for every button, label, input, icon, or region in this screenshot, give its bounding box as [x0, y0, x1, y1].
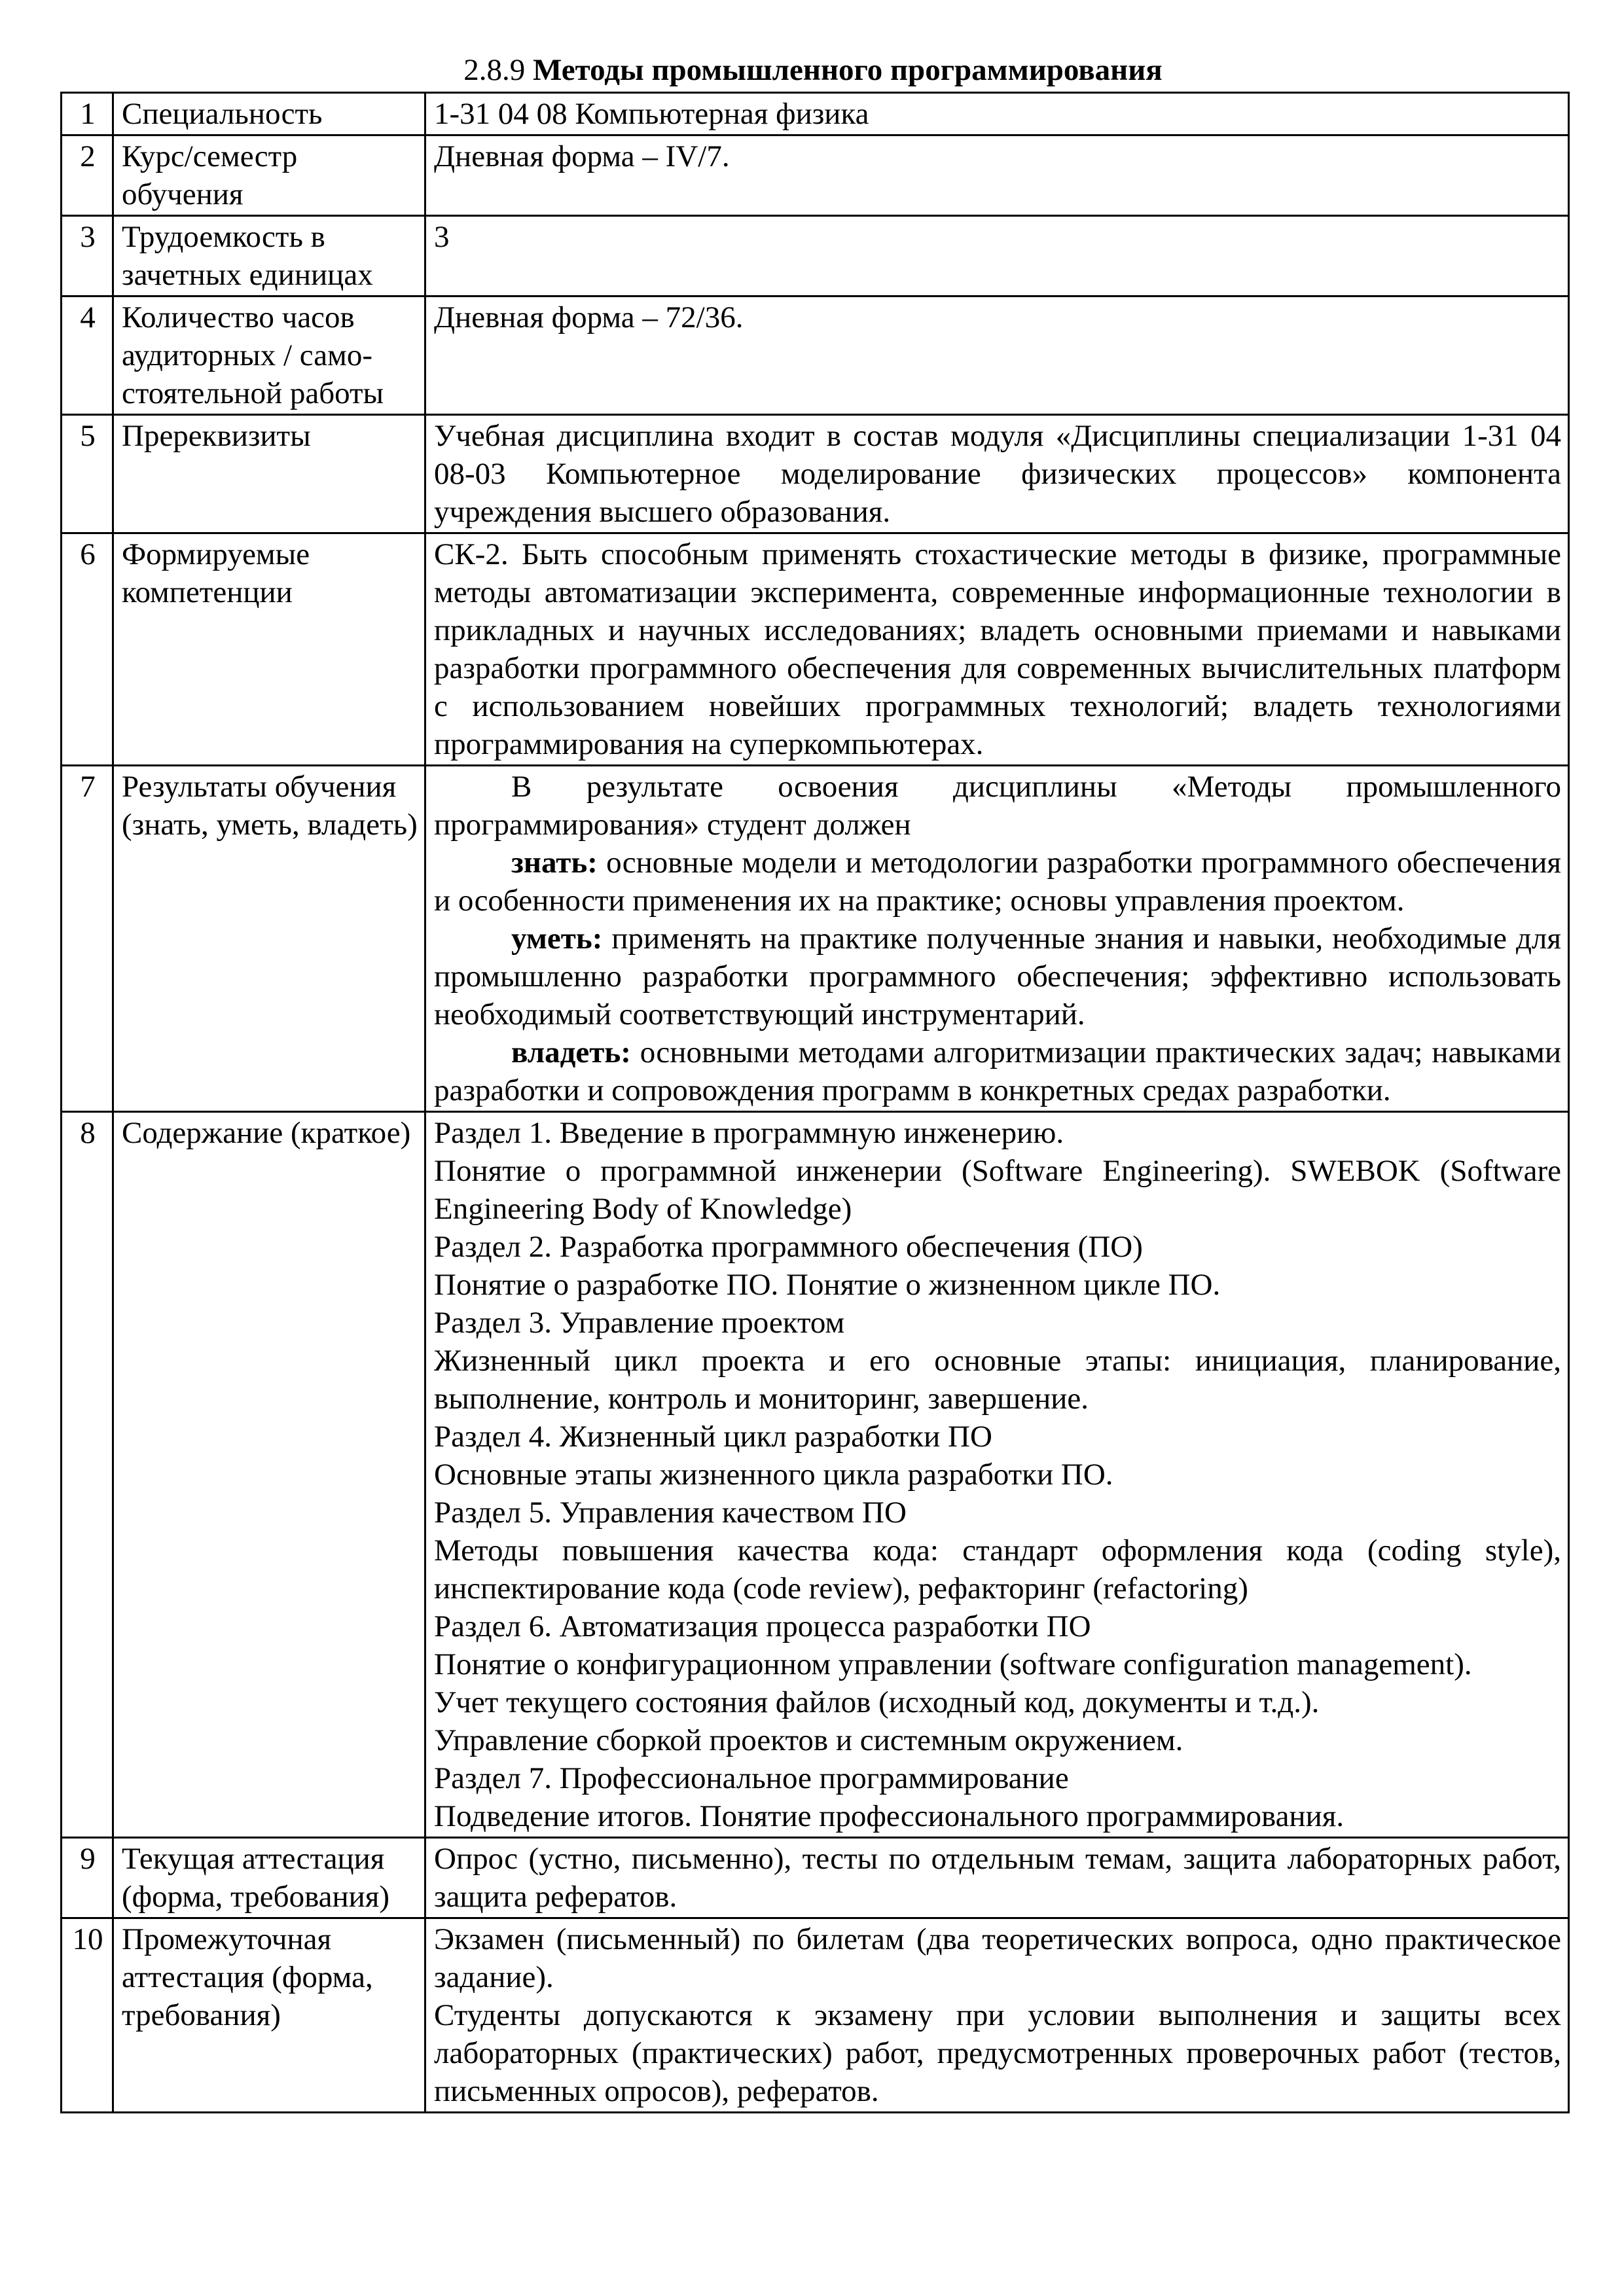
content-line: Понятие о программной инженерии (Software Engineering). SWEBOK (Software Engineering Body of Knowledge) — [434, 1154, 1561, 1226]
table-row — [62, 1918, 1569, 2113]
outcome-know — [434, 844, 1561, 920]
row-number: 9 — [62, 1838, 113, 1918]
table-row — [62, 135, 1569, 216]
row-label: Содержание (краткое) — [113, 1112, 425, 1838]
row-value: Дневная форма – IV/7. — [425, 135, 1569, 216]
table-row — [62, 296, 1569, 415]
table-row — [62, 1838, 1569, 1918]
row-value: Учебная дисциплина входит в состав модуля «Дисциплины специализации 1-31 04 08-03 Компьютерное моделирование физических процессов» компонента учреждения высшего образования. — [425, 415, 1569, 533]
can-text: применять на практике полученные знания и навыки, необходимые для промышленно разработки программного обеспечения; эффективно использовать необходимый соответствующий инструментарий. — [434, 922, 1561, 1031]
content-line: Раздел 6. Автоматизация процесса разработки ПО — [434, 1609, 1091, 1643]
assessment-line: Экзамен (письменный) по билетам (два теоретических вопроса, одно практическое задание). — [434, 1922, 1561, 1994]
learning-outcomes — [425, 766, 1569, 1112]
row-value: 3 — [425, 216, 1569, 296]
know-text: основные модели и методологии разработки программного обеспечения и особенности применения их на практике; основы управления проектом. — [434, 846, 1561, 918]
row-number: 2 — [62, 135, 113, 216]
row-label: Курс/семестр обучения — [113, 135, 425, 216]
row-label: Формируемые компетенции — [113, 533, 425, 766]
final-assessment — [425, 1918, 1569, 2113]
row-number: 1 — [62, 93, 113, 135]
row-number: 3 — [62, 216, 113, 296]
content-line: Жизненный цикл проекта и его основные этапы: инициация, планирование, выполнение, контроль и мониторинг, завершение. — [434, 1344, 1561, 1416]
table-row — [62, 93, 1569, 135]
row-value: Опрос (устно, письменно), тесты по отдельным темам, защита лабораторных работ, защита рефератов. — [425, 1838, 1569, 1918]
content-line: Раздел 1. Введение в программную инженерию. — [434, 1116, 1064, 1150]
row-value: 1-31 04 08 Компьютерная физика — [425, 93, 1569, 135]
row-number: 7 — [62, 766, 113, 1112]
content-line: Понятие о разработке ПО. Понятие о жизненном цикле ПО. — [434, 1268, 1221, 1302]
row-label: Пререквизиты — [113, 415, 425, 533]
outcome-own — [434, 1033, 1561, 1109]
can-keyword: уметь: — [511, 922, 603, 956]
row-value: Дневная форма – 72/36. — [425, 296, 1569, 415]
know-keyword: знать: — [511, 846, 598, 880]
content-line: Учет текущего состояния файлов (исходный код, документы и т.д.). — [434, 1685, 1320, 1719]
row-label: Текущая аттестация (форма, требования) — [113, 1838, 425, 1918]
row-label: Трудоемкость в зачетных единицах — [113, 216, 425, 296]
discipline-table — [60, 92, 1570, 2113]
outcome-can — [434, 920, 1561, 1033]
content-line: Раздел 5. Управления качеством ПО — [434, 1496, 907, 1530]
row-value: СК-2. Быть способным применять стохастические методы в физике, программные методы автоматизации эксперимента, современные информационные технологии в прикладных и научных исследованиях; владеть основными приемами и навыками разработки программного обеспечения для современных вычислительных платформ с использованием новейших программных технологий; владеть технологиями программирования на суперкомпьютерах. — [425, 533, 1569, 766]
assessment-line: Студенты допускаются к экзамену при условии выполнения и защиты всех лабораторных (практических) работ, предусмотренных проверочных работ (тестов, письменных опросов), рефератов. — [434, 1998, 1561, 2108]
outcomes-intro: В результате освоения дисциплины «Методы промышленного программирования» студент должен — [434, 770, 1561, 842]
table-row — [62, 415, 1569, 533]
row-number: 8 — [62, 1112, 113, 1838]
row-label: Результаты обучения (знать, уметь, владеть) — [113, 766, 425, 1112]
own-text: основными методами алгоритмизации практических задач; навыками разработки и сопровождения программ в конкретных средах разработки. — [434, 1035, 1561, 1107]
table-row — [62, 216, 1569, 296]
content-line: Понятие о конфигурационном управлении (software configuration management). — [434, 1647, 1472, 1681]
content-line: Раздел 4. Жизненный цикл разработки ПО — [434, 1420, 992, 1454]
row-label: Количество часов аудиторных / само-стоятельной работы — [113, 296, 425, 415]
section-name: Методы промышленного программирования — [533, 53, 1163, 87]
content-line: Методы повышения качества кода: стандарт оформления кода (coding style), инспектирование кода (code review), рефакторинг (refactoring) — [434, 1534, 1561, 1605]
content-line: Управление сборкой проектов и системным окружением. — [434, 1723, 1183, 1757]
content-line: Раздел 2. Разработка программного обеспечения (ПО) — [434, 1230, 1143, 1264]
table-row — [62, 1112, 1569, 1838]
row-number: 5 — [62, 415, 113, 533]
content-line: Подведение итогов. Понятие профессионального программирования. — [434, 1799, 1344, 1833]
course-content — [425, 1112, 1569, 1838]
row-label: Специальность — [113, 93, 425, 135]
row-label: Промежуточная аттестация (форма, требования) — [113, 1918, 425, 2113]
table-row — [62, 533, 1569, 766]
row-number: 10 — [62, 1918, 113, 2113]
content-line: Основные этапы жизненного цикла разработки ПО. — [434, 1458, 1113, 1492]
own-keyword: владеть: — [511, 1035, 631, 1069]
row-number: 4 — [62, 296, 113, 415]
page-title — [60, 51, 1566, 89]
content-line: Раздел 3. Управление проектом — [434, 1306, 845, 1340]
section-number: 2.8.9 — [463, 53, 526, 87]
row-number: 6 — [62, 533, 113, 766]
content-line: Раздел 7. Профессиональное программирование — [434, 1761, 1069, 1795]
table-row — [62, 766, 1569, 1112]
